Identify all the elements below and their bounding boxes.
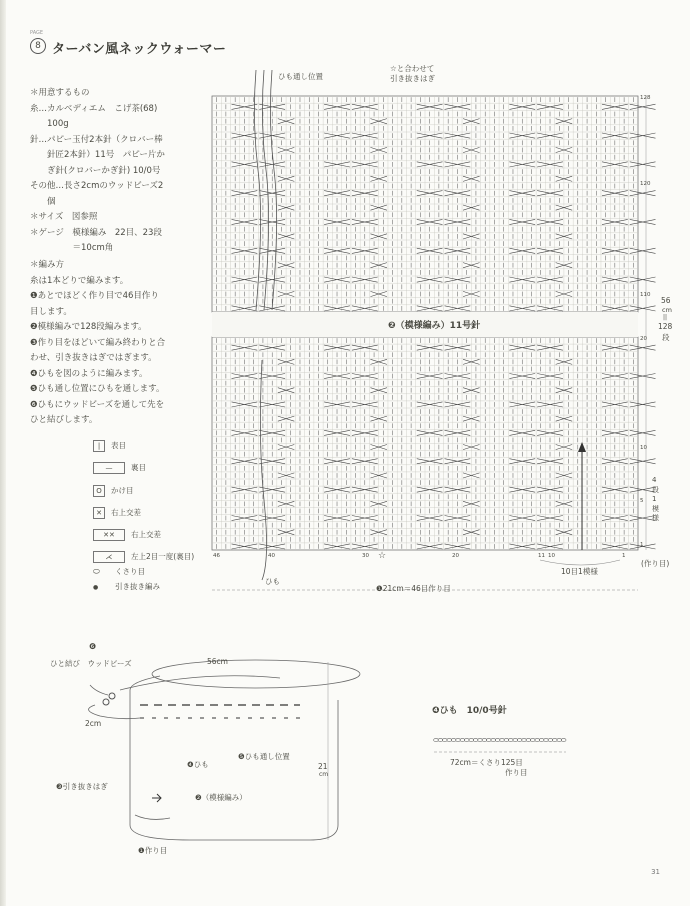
chain-stitch-icon: [464, 738, 469, 741]
chain-stitch-icon: [456, 738, 461, 741]
legend-label: 引き抜き編み: [115, 582, 160, 591]
chain-stitch-icon: [495, 738, 500, 741]
cross-stitch-icon: [232, 306, 258, 311]
cross-stitch-icon: [417, 516, 443, 521]
cross-stitch-icon: [602, 402, 628, 407]
cross-stitch-icon: [602, 248, 628, 253]
cross-stitch-icon: [630, 133, 656, 138]
cross-stitch-icon: [445, 277, 471, 282]
cross-stitch-icon: [509, 402, 535, 407]
chain-stitch-icon: [539, 738, 544, 741]
cross-stitch-icon: [630, 191, 656, 196]
material-line: ＊ゲージ 模様編み 22目、23段: [30, 227, 162, 238]
repeat-10-label: 10目1模様: [561, 567, 598, 576]
col-label-46: 46: [213, 553, 220, 559]
tie-beads-label: ひと結び ウッドビーズ: [50, 659, 132, 668]
cross-stitch-icon: [445, 402, 471, 407]
cross-stitch-icon: [232, 191, 258, 196]
cross-stitch-icon: [417, 162, 443, 167]
cross-stitch-icon: [259, 459, 285, 464]
cross-stitch-icon: [602, 219, 628, 224]
cross-stitch-icon: [445, 544, 471, 549]
cross-stitch-icon: [630, 374, 656, 379]
material-line: 個: [30, 196, 56, 207]
cross-stitch-icon: [445, 487, 471, 492]
col-label-40: 40: [268, 553, 275, 559]
page-edge: [0, 0, 6, 906]
cross-stitch-icon: [417, 459, 443, 464]
cross-stitch-icon: [232, 516, 258, 521]
cross-stitch-icon: [509, 248, 535, 253]
cross-stitch-icon: [417, 544, 443, 549]
chain-stitch-icon: [517, 738, 522, 741]
row-label-110: 110: [640, 292, 651, 298]
cross-stitch-icon: [602, 459, 628, 464]
cross-stitch-icon: [324, 248, 350, 253]
legend-symbol: ⬭: [93, 567, 100, 576]
method-line: ひと結びします。: [30, 415, 98, 425]
row-label-20: 20: [640, 336, 647, 342]
cross-stitch-icon: [602, 544, 628, 549]
cross-stitch-icon: [602, 374, 628, 379]
cross-stitch-icon: [537, 162, 563, 167]
cross-stitch-icon: [417, 277, 443, 282]
cross-stitch-icon: [324, 104, 350, 109]
cross-stitch-icon: [417, 219, 443, 224]
join-3-label: ❸引き抜きはぎ: [56, 782, 108, 791]
cross-stitch-icon: [352, 459, 378, 464]
cross-stitch-icon: [630, 430, 656, 435]
height-56: 56: [661, 296, 671, 305]
method-line: ❺ひも通し位置にひもを通します。: [30, 384, 165, 394]
col-label-10: 10: [548, 553, 555, 559]
material-line: その他…長さ2cmのウッドビーズ2: [30, 181, 164, 191]
cross-stitch-icon: [352, 374, 378, 379]
string-measure: 72cm＝くさり125目: [450, 758, 523, 767]
cross-stitch-icon: [537, 374, 563, 379]
method-line: 糸は1本どりで編みます。: [30, 275, 129, 286]
cross-stitch-icon: [630, 277, 656, 282]
cross-stitch-icon: [417, 306, 443, 311]
join-label-2: 引き抜きはぎ: [390, 74, 435, 83]
method-line: ❻ひもにウッドビーズを通して先を: [30, 399, 165, 410]
cross-stitch-icon: [630, 459, 656, 464]
legend-symbol: |: [93, 440, 105, 452]
arrow-right-icon: [152, 794, 161, 802]
cross-stitch-icon: [509, 374, 535, 379]
repeat-rows: 段: [652, 486, 659, 494]
method-line: わせ、引き抜きはぎではぎます。: [30, 353, 157, 363]
cross-stitch-icon: [509, 516, 535, 521]
cross-stitch-icon: [352, 306, 378, 311]
string-title: ❹ひも 10/0号針: [432, 706, 507, 716]
repeat-4: 4: [652, 476, 657, 484]
cross-stitch-icon: [509, 459, 535, 464]
title-number: 8: [30, 38, 46, 54]
cross-stitch-icon: [445, 104, 471, 109]
cross-stitch-icon: [232, 277, 258, 282]
chain-stitch-icon: [442, 738, 447, 741]
method-section: [30, 258, 205, 429]
legend-item: [93, 462, 146, 474]
method-line: ❷模様編みで128段編みます。: [30, 322, 147, 332]
cross-stitch-icon: [324, 306, 350, 311]
cross-stitch-icon: [509, 133, 535, 138]
cross-stitch-icon: [509, 544, 535, 549]
cross-stitch-icon: [232, 430, 258, 435]
cross-stitch-icon: [417, 374, 443, 379]
cross-stitch-icon: [324, 191, 350, 196]
tube-outline: [130, 676, 338, 840]
cross-stitch-icon: [509, 345, 535, 350]
legend-label: 裏目: [131, 463, 146, 472]
material-line: ＊用意するもの: [30, 88, 90, 98]
legend-symbol: ⋌: [93, 551, 125, 563]
cross-stitch-icon: [602, 516, 628, 521]
cross-stitch-icon: [259, 374, 285, 379]
cross-stitch-icon: [630, 402, 656, 407]
repeat-bracket: [540, 560, 620, 565]
chain-stitch-icon: [552, 738, 557, 741]
chain-stitch-icon: [486, 738, 491, 741]
material-line: 針匠2本針）11号 パピー片か: [30, 150, 165, 160]
cross-stitch-icon: [352, 345, 378, 350]
cross-stitch-icon: [509, 104, 535, 109]
cross-stitch-icon: [352, 277, 378, 282]
cross-stitch-icon: [324, 402, 350, 407]
string-label: ひも: [265, 577, 280, 586]
chain-stitch-icon: [491, 738, 496, 741]
material-line: ＝10cm角: [30, 243, 114, 253]
legend-symbol: ✕: [93, 507, 105, 519]
cross-stitch-icon: [232, 248, 258, 253]
legend-item: [93, 529, 161, 541]
row-label-128: 128: [640, 95, 651, 101]
cross-stitch-icon: [352, 219, 378, 224]
material-line: 糸…カルベディエム こげ茶(68): [30, 103, 158, 114]
tie-position-label: ひも通し位置: [278, 72, 323, 81]
cross-stitch-icon: [259, 248, 285, 253]
tube-top-ellipse: [152, 660, 360, 688]
chain-stitch-icon: [548, 738, 553, 741]
cross-stitch-icon: [352, 516, 378, 521]
cross-stitch-icon: [352, 162, 378, 167]
cross-stitch-icon: [537, 191, 563, 196]
col-label-20: 20: [452, 553, 459, 559]
cross-stitch-icon: [537, 104, 563, 109]
chain-stitch-icon: [508, 738, 513, 741]
cross-stitch-icon: [509, 191, 535, 196]
repeat-pattern-1: 模: [652, 505, 659, 513]
chain-stitch-icon: [482, 738, 487, 741]
chain-stitch-icon: [447, 738, 452, 741]
cross-stitch-icon: [602, 487, 628, 492]
height-21-label: 21: [318, 762, 328, 771]
row-label-10: 10: [640, 445, 647, 451]
cross-stitch-icon: [417, 133, 443, 138]
height-128: 128: [658, 322, 673, 331]
chain-stitch-icon: [522, 738, 527, 741]
row-label-120: 120: [640, 181, 651, 187]
pattern-middle-label: ❷（模様編み）11号針: [388, 321, 481, 331]
cross-stitch-icon: [537, 133, 563, 138]
cross-stitch-icon: [352, 133, 378, 138]
chain-stitch-icon: [557, 738, 562, 741]
cross-stitch-icon: [445, 306, 471, 311]
width-56-label: 56cm: [207, 657, 228, 666]
cross-stitch-icon: [324, 219, 350, 224]
cross-stitch-icon: [259, 430, 285, 435]
cross-stitch-icon: [445, 248, 471, 253]
cross-stitch-icon: [537, 402, 563, 407]
legend-item: [93, 485, 134, 497]
cross-stitch-icon: [509, 430, 535, 435]
chain-stitch-icon: [526, 738, 531, 741]
cross-stitch-icon: [602, 133, 628, 138]
cross-stitch-icon: [509, 219, 535, 224]
cross-stitch-icon: [417, 191, 443, 196]
bead-icon: [103, 699, 109, 705]
cross-stitch-icon: [630, 306, 656, 311]
material-line: ぎ針(クロバーかぎ針) 10/0号: [30, 165, 161, 176]
cross-stitch-icon: [259, 219, 285, 224]
cross-stitch-icon: [232, 402, 258, 407]
cross-stitch-icon: [602, 104, 628, 109]
chain-stitch-icon: [535, 738, 540, 741]
cast-on-1-label: ❶作り目: [138, 846, 168, 855]
cross-stitch-icon: [324, 345, 350, 350]
col-label-30: 30: [362, 553, 369, 559]
legend-item: [93, 507, 141, 519]
cross-stitch-icon: [232, 104, 258, 109]
chain-stitch-icon: [544, 738, 549, 741]
legend-item: [93, 440, 126, 452]
top-page-label: PAGE: [30, 30, 44, 36]
cross-stitch-icon: [324, 487, 350, 492]
cross-stitch-icon: [630, 345, 656, 350]
method-line: ＊編み方: [30, 260, 65, 270]
legend-item: [93, 566, 145, 578]
cross-stitch-icon: [445, 162, 471, 167]
cross-stitch-icon: [602, 430, 628, 435]
step-6-label: ❻: [89, 642, 97, 651]
chain-stitch-icon: [438, 738, 443, 741]
cross-stitch-icon: [324, 277, 350, 282]
pass-5-label: ❺ひも通し位置: [238, 752, 290, 761]
chain-stitch-icon: [478, 738, 483, 741]
cross-stitch-icon: [630, 219, 656, 224]
chain-stitch-icon: [451, 738, 456, 741]
cross-stitch-icon: [324, 162, 350, 167]
bead-2cm-label: 2cm: [85, 719, 102, 728]
cross-stitch-icon: [537, 306, 563, 311]
cross-stitch-icon: [232, 162, 258, 167]
cross-stitch-icon: [445, 219, 471, 224]
bead-string: [90, 685, 108, 695]
cross-stitch-icon: [602, 277, 628, 282]
cross-stitch-icon: [537, 516, 563, 521]
cross-stitch-icon: [630, 248, 656, 253]
cross-stitch-icon: [445, 133, 471, 138]
cross-stitch-icon: [602, 162, 628, 167]
cross-stitch-icon: [259, 104, 285, 109]
cross-stitch-icon: [537, 487, 563, 492]
legend-label: かけ目: [111, 486, 134, 495]
legend-label: 表目: [111, 441, 126, 450]
cross-stitch-icon: [602, 345, 628, 350]
cross-stitch-icon: [232, 133, 258, 138]
cross-stitch-icon: [537, 219, 563, 224]
col-label-1: 1: [622, 553, 626, 559]
height-equals: ||: [663, 314, 668, 321]
cross-stitch-icon: [352, 544, 378, 549]
height-rows: 段: [662, 333, 670, 342]
chain-stitch-icon: [469, 738, 474, 741]
row-label-1: 1: [640, 542, 644, 548]
cross-stitch-icon: [324, 430, 350, 435]
chain-stitch-icon: [530, 738, 535, 741]
chain-string-diagram: [430, 728, 570, 758]
legend-symbol: ●: [93, 584, 99, 591]
height-21-cm: cm: [319, 771, 329, 778]
star-mark: ☆: [378, 551, 387, 561]
materials-section: [30, 86, 200, 257]
page-number: 31: [651, 868, 660, 876]
cross-stitch-icon: [232, 487, 258, 492]
cross-stitch-icon: [630, 162, 656, 167]
cross-stitch-icon: [445, 430, 471, 435]
cross-stitch-icon: [417, 402, 443, 407]
chain-stitch-icon: [500, 738, 505, 741]
cross-stitch-icon: [324, 133, 350, 138]
legend-symbol: ✕✕: [93, 529, 125, 541]
string-make: 作り目: [505, 768, 528, 777]
cross-stitch-icon: [352, 430, 378, 435]
cross-stitch-icon: [445, 374, 471, 379]
tie-string-line-lower: [260, 360, 266, 580]
cross-stitch-icon: [352, 104, 378, 109]
cross-stitch-icon: [259, 402, 285, 407]
cross-stitch-icon: [417, 104, 443, 109]
cast-on-label: (作り目): [641, 559, 670, 568]
cross-stitch-icon: [537, 430, 563, 435]
cross-stitch-icon: [417, 487, 443, 492]
chain-stitch-icon: [561, 738, 566, 741]
repeat-pattern-2: 様: [652, 514, 659, 522]
width-label: ❶21cm＝46目作り目: [376, 584, 451, 593]
cross-stitch-icon: [630, 104, 656, 109]
material-line: 針…パピー玉付2本針（クロバー棒: [30, 134, 163, 145]
cross-stitch-icon: [445, 191, 471, 196]
cross-stitch-icon: [445, 459, 471, 464]
assembly-diagram: [60, 640, 380, 870]
cross-stitch-icon: [509, 162, 535, 167]
row-label-5: 5: [640, 498, 644, 504]
cross-stitch-icon: [509, 277, 535, 282]
pattern-2-label: ❷（模様編み）: [195, 793, 247, 802]
cross-stitch-icon: [259, 345, 285, 350]
bead-icon: [109, 693, 115, 699]
legend-label: 右上交差: [131, 530, 161, 539]
chain-stitch-icon: [504, 738, 509, 741]
cross-stitch-icon: [232, 345, 258, 350]
method-line: ❸作り目をほどいて編み終わりと合: [30, 337, 166, 348]
cross-stitch-icon: [352, 191, 378, 196]
cross-stitch-icon: [259, 544, 285, 549]
legend-label: くさり目: [115, 567, 145, 576]
legend-label: 左上2目一度(裏目): [131, 552, 195, 561]
chain-stitch-icon: [460, 738, 465, 741]
legend-symbol: —: [93, 462, 125, 474]
cross-stitch-icon: [417, 345, 443, 350]
string-4-label: ❹ひも: [187, 760, 209, 769]
cross-stitch-icon: [352, 402, 378, 407]
cross-stitch-icon: [259, 277, 285, 282]
cross-stitch-icon: [324, 459, 350, 464]
cross-stitch-icon: [324, 374, 350, 379]
cast-on-line: [135, 815, 170, 819]
cross-stitch-icon: [537, 345, 563, 350]
chain-stitch-icon: [513, 738, 518, 741]
height-cm: cm: [662, 306, 672, 314]
cross-stitch-icon: [445, 516, 471, 521]
legend-item: [93, 581, 160, 593]
cross-stitch-icon: [509, 306, 535, 311]
repeat-1: 1: [652, 495, 657, 503]
cross-stitch-icon: [537, 544, 563, 549]
cross-stitch-icon: [232, 219, 258, 224]
cross-stitch-icon: [602, 306, 628, 311]
legend-symbol: O: [93, 485, 105, 497]
cross-stitch-icon: [259, 191, 285, 196]
method-line: ❶あとでほどく作り目で46目作り: [30, 291, 159, 301]
legend-item: [93, 551, 194, 563]
string-loop: [89, 705, 140, 719]
cross-stitch-icon: [509, 487, 535, 492]
tie-string-line: [254, 70, 260, 310]
cross-stitch-icon: [324, 544, 350, 549]
cross-stitch-icon: [259, 516, 285, 521]
material-line: ＊サイズ 図参照: [30, 212, 98, 222]
cross-stitch-icon: [537, 277, 563, 282]
chain-stitch-icon: [434, 738, 439, 741]
legend-label: 右上交差: [111, 508, 141, 517]
cross-stitch-icon: [352, 487, 378, 492]
cross-stitch-icon: [602, 191, 628, 196]
cross-stitch-icon: [324, 516, 350, 521]
cross-stitch-icon: [417, 248, 443, 253]
cross-stitch-icon: [259, 162, 285, 167]
cross-stitch-icon: [232, 544, 258, 549]
method-line: 目します。: [30, 306, 72, 317]
cross-stitch-icon: [417, 430, 443, 435]
page-title: ターバン風ネックウォーマー: [52, 42, 227, 57]
cross-stitch-icon: [352, 248, 378, 253]
join-label-1: ☆と合わせて: [390, 64, 435, 73]
cross-stitch-icon: [445, 345, 471, 350]
method-line: ❹ひもを図のように編みます。: [30, 368, 148, 379]
cross-stitch-icon: [537, 248, 563, 253]
col-label-11: 11: [538, 553, 545, 559]
cross-stitch-icon: [232, 459, 258, 464]
material-line: 100g: [30, 119, 69, 129]
cross-stitch-icon: [232, 374, 258, 379]
chain-stitch-icon: [473, 738, 478, 741]
cross-stitch-icon: [537, 459, 563, 464]
